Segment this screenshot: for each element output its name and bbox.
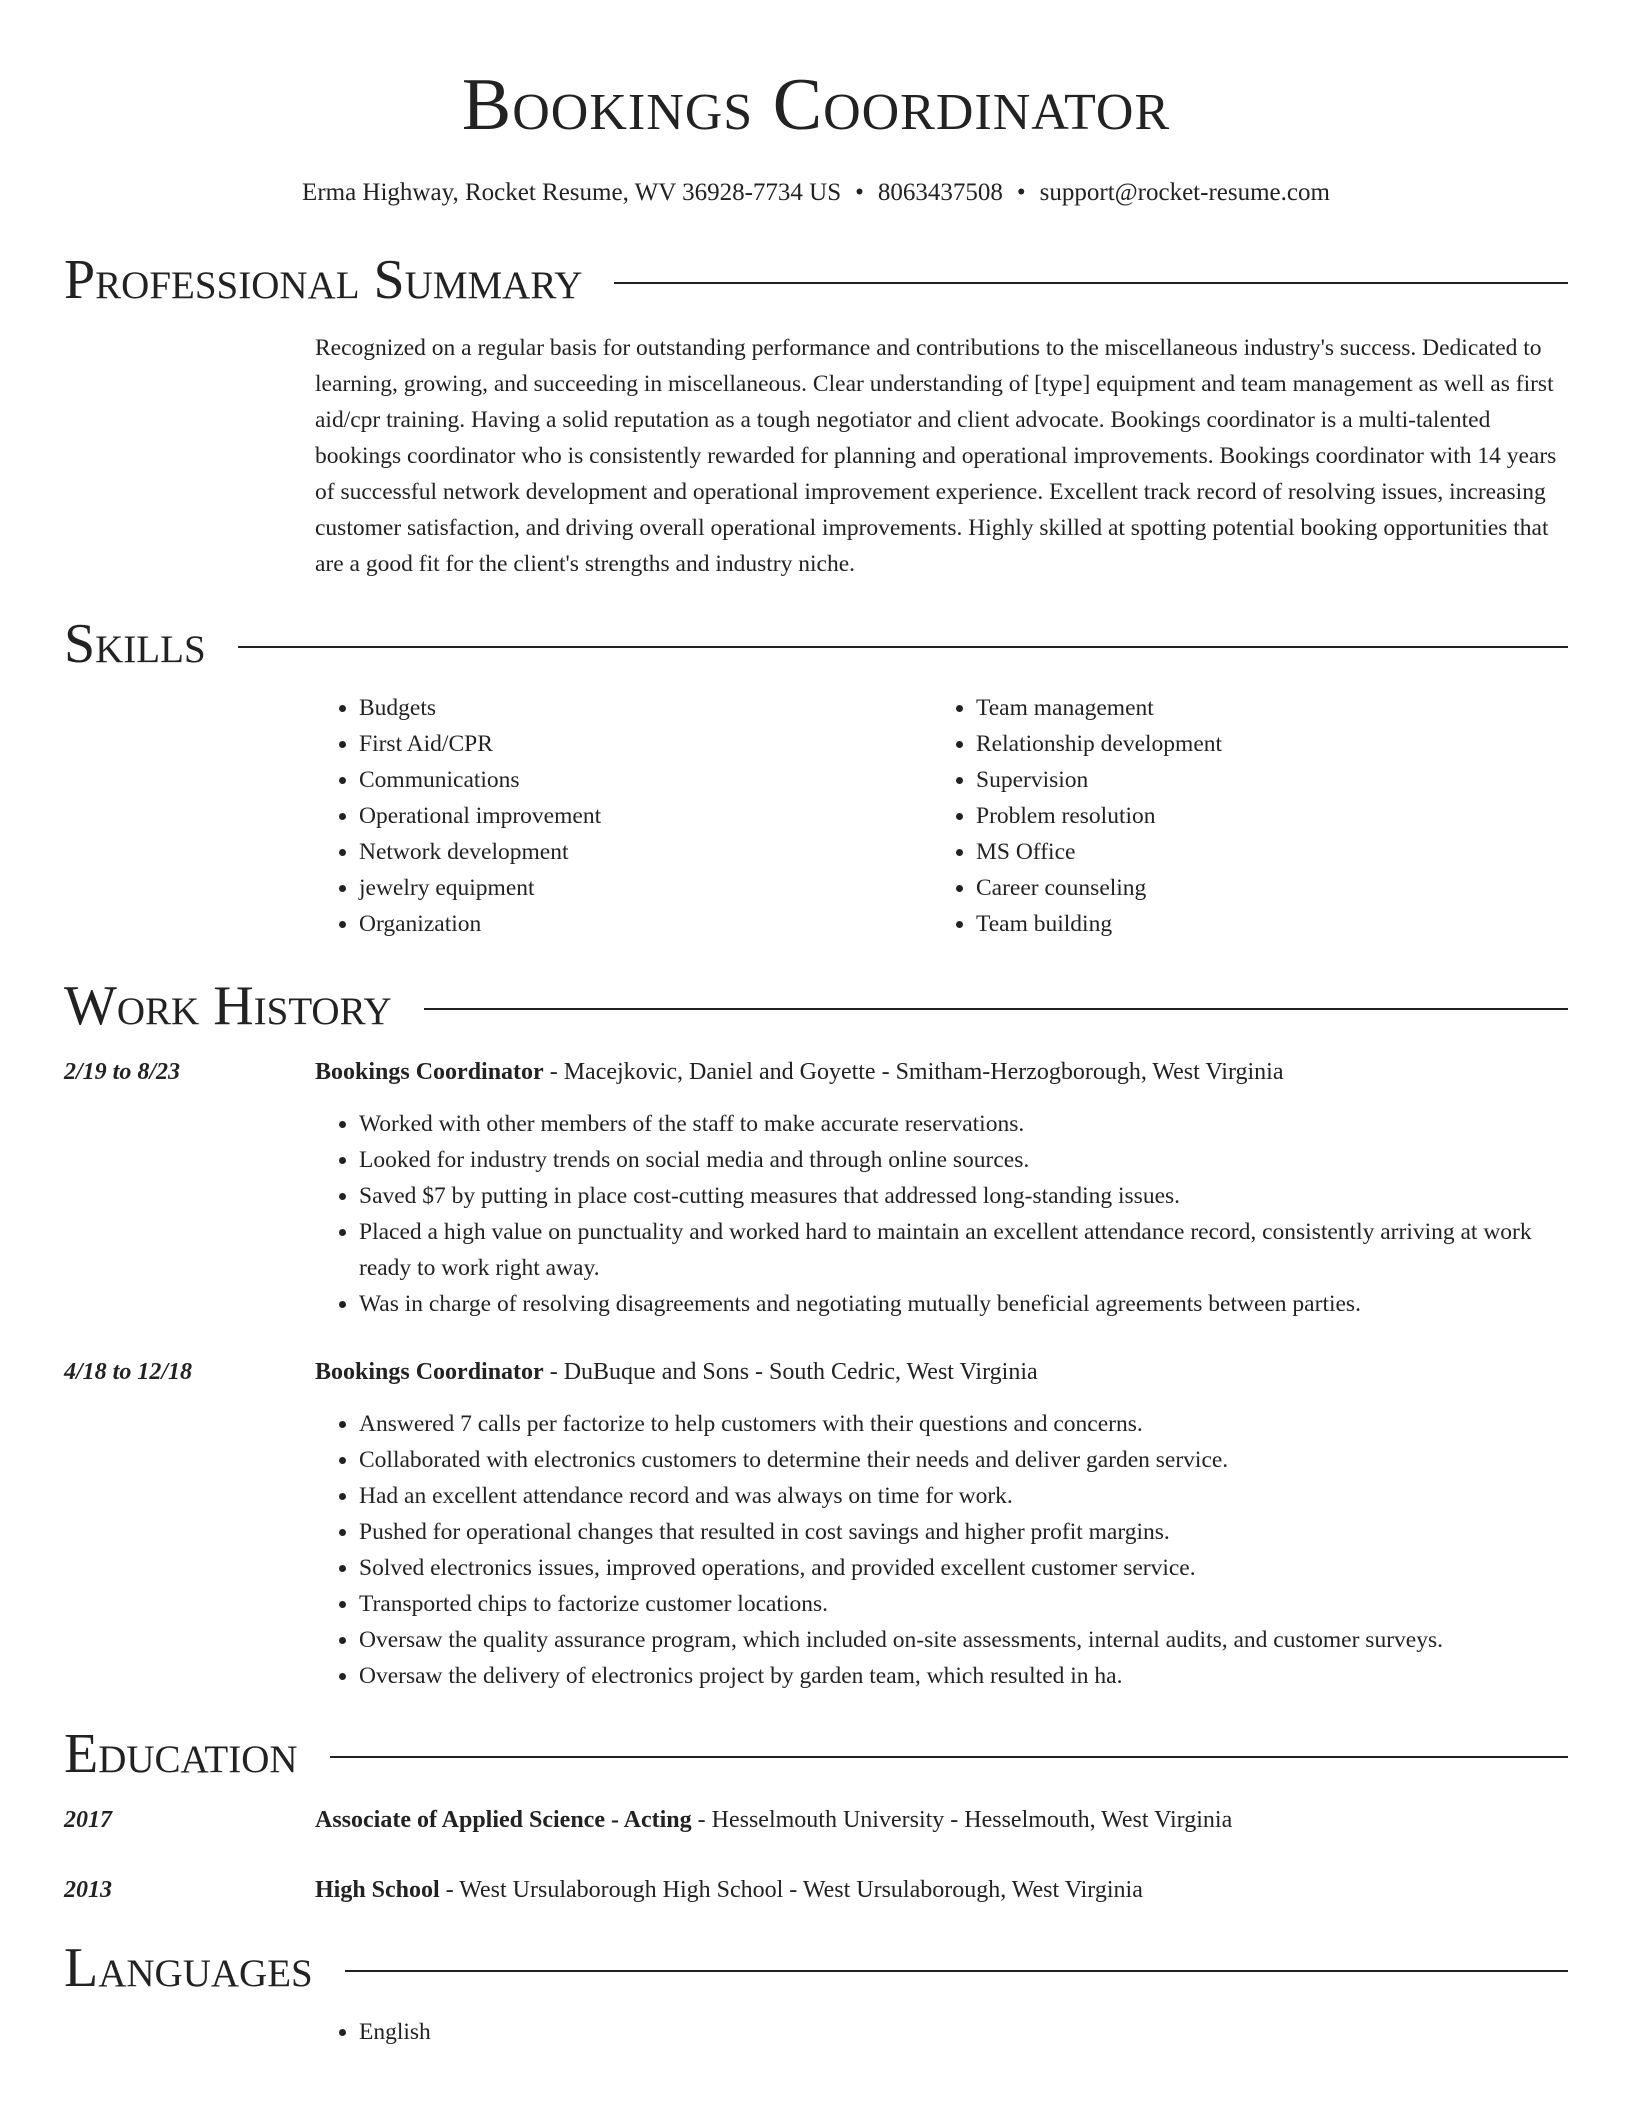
education-section-heading xyxy=(64,1724,1568,1784)
education-heading-line xyxy=(315,1802,1232,1838)
degree: High School xyxy=(315,1877,440,1903)
school-details: - Hesselmouth University - Hesselmouth, West Virginia xyxy=(691,1807,1233,1833)
skill-item: • Budgets xyxy=(359,690,932,726)
languages-heading: Languages xyxy=(64,1937,313,1999)
work-dates: 4/18 to 12/18 xyxy=(64,1359,193,1385)
summary-heading: Professional Summary xyxy=(64,249,583,311)
work-bullet: • Solved electronics issues, improved operations, and provided excellent customer service. xyxy=(359,1550,1568,1586)
skill-item: • Operational improvement xyxy=(359,798,932,834)
education-heading-line xyxy=(315,1872,1143,1908)
job-title: Bookings Coordinator xyxy=(315,1359,544,1385)
skill-item: • Team building xyxy=(976,906,1549,942)
work-bullet: • Worked with other members of the staff to make accurate reservations. xyxy=(359,1106,1568,1142)
skill-item: • Communications xyxy=(359,762,932,798)
work-bullet: • Was in charge of resolving disagreements and negotiating mutually beneficial agreements between parties. xyxy=(359,1286,1568,1322)
work-entry xyxy=(64,1354,1568,1390)
work-bullet: • Looked for industry trends on social media and through online sources. xyxy=(359,1142,1568,1178)
education-year: 2013 xyxy=(64,1877,112,1903)
skill-item: • jewelry equipment xyxy=(359,870,932,906)
work-bullet: • Oversaw the delivery of electronics project by garden team, which resulted in ha. xyxy=(359,1658,1568,1694)
language-item: • English xyxy=(359,2014,1568,2050)
section-divider xyxy=(614,282,1568,284)
school-details: - West Ursulaborough High School - West Ursulaborough, West Virginia xyxy=(439,1877,1143,1903)
skills-column-left xyxy=(315,690,932,942)
work-bullet: • Placed a high value on punctuality and worked hard to maintain an excellent attendance record, consistently arriving at work ready to work right away. xyxy=(359,1214,1568,1286)
skill-item: • MS Office xyxy=(976,834,1549,870)
resume-title: Bookings Coordinator xyxy=(461,64,1171,146)
degree: Associate of Applied Science - Acting xyxy=(315,1807,692,1833)
work-bullet: • Oversaw the quality assurance program, which included on-site assessments, internal audits, and customer surveys. xyxy=(359,1622,1568,1658)
resume-page xyxy=(64,0,1568,2050)
skill-item: • Organization xyxy=(359,906,932,942)
skills-list xyxy=(315,690,1568,942)
job-details: - DuBuque and Sons - South Cedric, West Virginia xyxy=(543,1359,1038,1385)
work-bullet: • Answered 7 calls per factorize to help customers with their questions and concerns. xyxy=(359,1406,1568,1442)
section-divider xyxy=(424,1008,1568,1010)
section-divider xyxy=(238,646,1568,648)
contact-phone: 8063437508 xyxy=(877,179,1003,206)
skill-item: • Relationship development xyxy=(976,726,1549,762)
section-divider xyxy=(345,1970,1568,1972)
work-bullet: • Saved $7 by putting in place cost-cutting measures that addressed long-standing issues. xyxy=(359,1178,1568,1214)
work-bullet: • Transported chips to factorize customer locations. xyxy=(359,1586,1568,1622)
work-dates: 2/19 to 8/23 xyxy=(64,1059,181,1085)
job-title: Bookings Coordinator xyxy=(315,1059,544,1085)
skill-item: • Supervision xyxy=(976,762,1549,798)
contact-separator: • xyxy=(855,179,864,206)
work-heading-line xyxy=(315,1354,1038,1390)
work-bullets xyxy=(315,1406,1568,1694)
education-entry xyxy=(64,1802,1568,1838)
skill-item: • First Aid/CPR xyxy=(359,726,932,762)
education-heading: Education xyxy=(64,1723,298,1785)
work-heading-line xyxy=(315,1054,1283,1090)
section-divider xyxy=(330,1756,1568,1758)
summary-section-heading xyxy=(64,250,1568,310)
work-heading: Work History xyxy=(64,975,392,1037)
job-details: - Macejkovic, Daniel and Goyette - Smitham-Herzogborough, West Virginia xyxy=(543,1059,1284,1085)
contact-address: Erma Highway, Rocket Resume, WV 36928-7734 US xyxy=(302,179,842,206)
work-section-heading xyxy=(64,976,1568,1036)
languages-section-heading xyxy=(64,1938,1568,1998)
work-bullets xyxy=(315,1106,1568,1322)
education-entry xyxy=(64,1872,1568,1908)
skill-item: • Team management xyxy=(976,690,1549,726)
contact-email: support@rocket-resume.com xyxy=(1039,179,1330,206)
languages-list xyxy=(315,2014,1568,2050)
contact-separator: • xyxy=(1016,179,1026,206)
work-bullet: • Had an excellent attendance record and was always on time for work. xyxy=(359,1478,1568,1514)
contact-line xyxy=(64,176,1568,210)
education-year: 2017 xyxy=(64,1807,112,1833)
summary-text: Recognized on a regular basis for outstanding performance and contributions to the miscellaneous industry's success. Dedicated to learning, growing, and succeeding in miscellaneous. Clear understanding of [type] equipment and team management as well as first aid/cpr training. Having a solid reputation as a tough negotiator and client advocate. Bookings coordinator is a multi-talented bookings coordinator who is consistently rewarded for planning and operational improvements. Bookings coordinator with 14 years of successful network development and operational improvement experience. Excellent track record of resolving issues, increasing customer satisfaction, and driving overall operational improvements. Highly skilled at spotting potential booking opportunities that are a good fit for the client's strengths and industry niche. xyxy=(315,335,1557,577)
skill-item: • Network development xyxy=(359,834,932,870)
skills-heading: Skills xyxy=(64,613,206,675)
skill-item: • Problem resolution xyxy=(976,798,1549,834)
work-bullet: • Pushed for operational changes that resulted in cost savings and higher profit margins. xyxy=(359,1514,1568,1550)
skill-item: • Career counseling xyxy=(976,870,1549,906)
skills-column-right xyxy=(932,690,1549,942)
skills-section-heading xyxy=(64,614,1568,674)
work-bullet: • Collaborated with electronics customers to determine their needs and deliver garden service. xyxy=(359,1442,1568,1478)
work-entry xyxy=(64,1054,1568,1090)
